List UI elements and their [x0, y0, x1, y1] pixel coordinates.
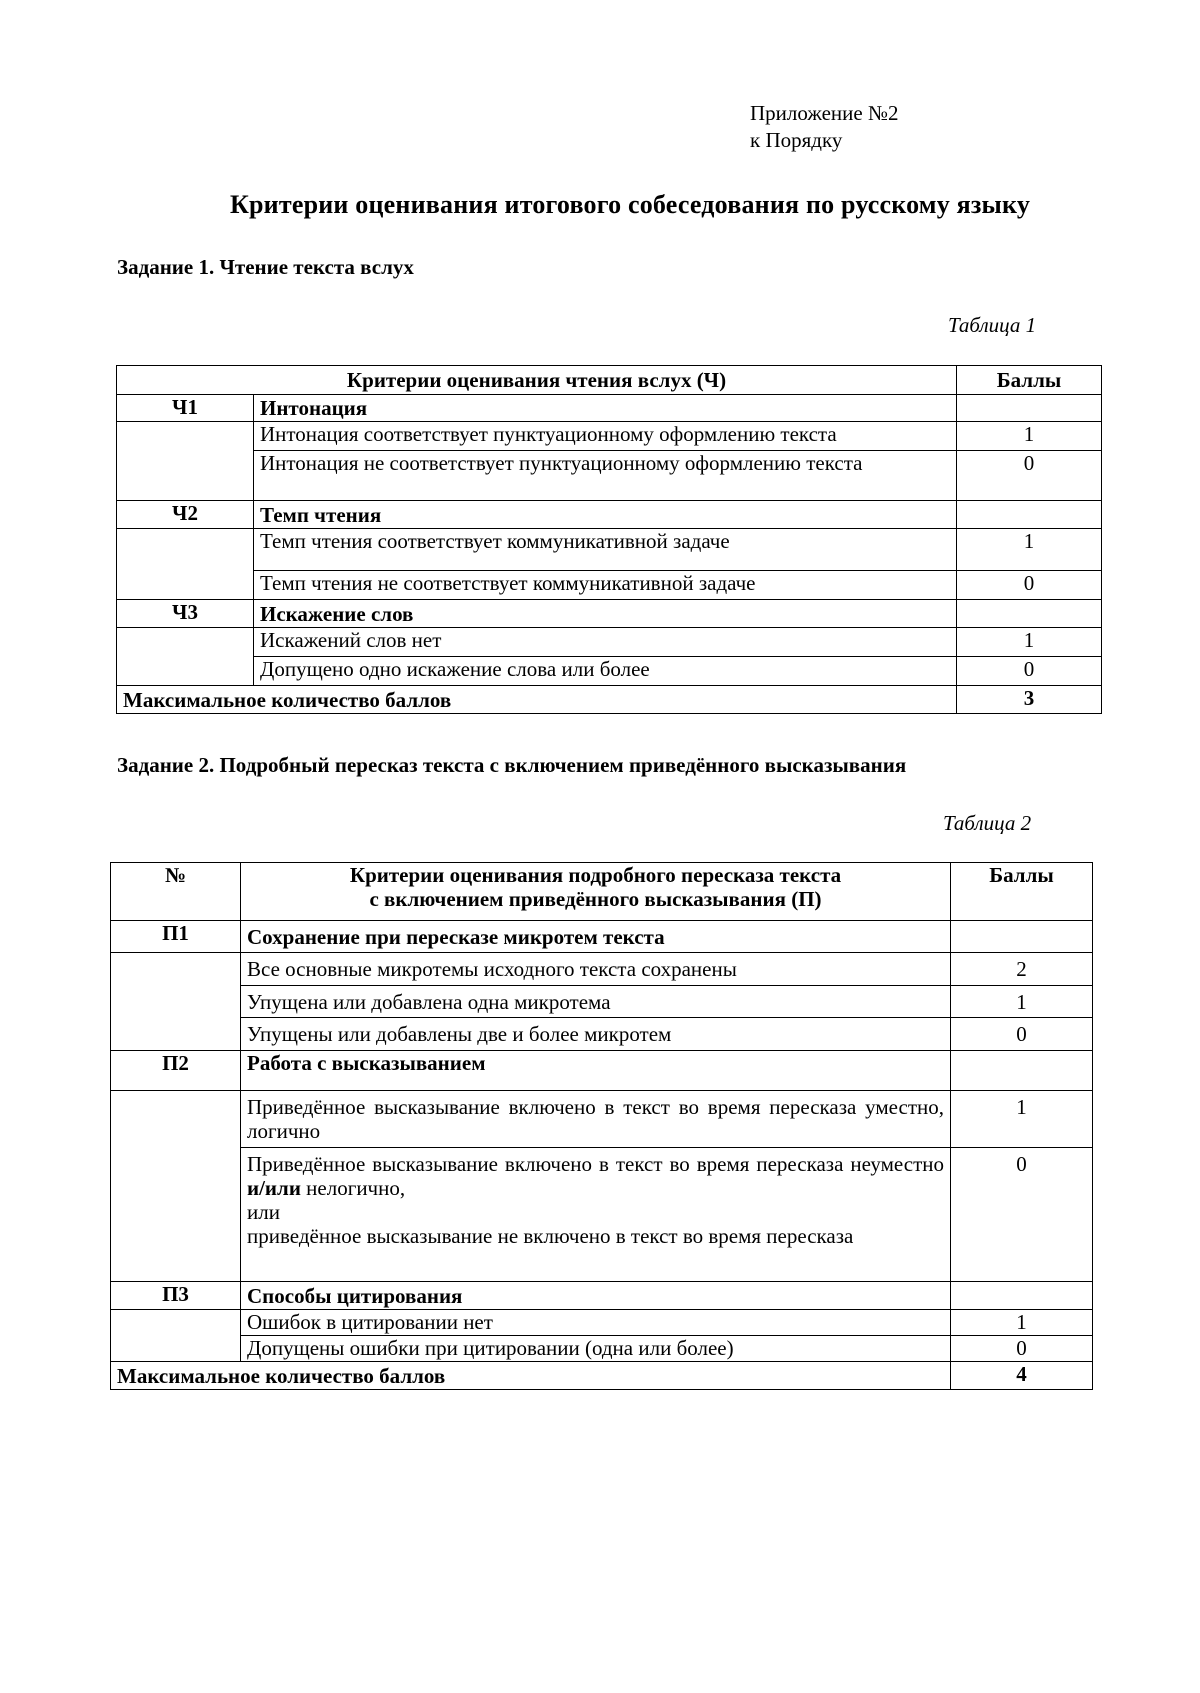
table2-header-number: №	[111, 863, 241, 921]
table1-caption: Таблица 1	[948, 313, 1037, 337]
criterion-text: Искажений слов нет	[254, 628, 957, 657]
max-score-label: Максимальное количество баллов	[117, 686, 957, 714]
table2-row	[111, 1018, 1093, 1051]
table2-row	[111, 986, 1093, 1018]
table2-row	[111, 1091, 1093, 1148]
criterion-score: 1	[957, 628, 1102, 657]
criterion-score: 2	[951, 953, 1093, 986]
empty-cell	[111, 1310, 241, 1362]
table2-row	[111, 1336, 1093, 1362]
criterion-text: Приведённое высказывание включено в текст во время пересказа уместно, логично	[241, 1091, 951, 1148]
table2-caption: Таблица 2	[943, 811, 1032, 835]
table2-header-criteria	[241, 863, 951, 921]
appendix-reference	[750, 100, 899, 154]
criterion-title: Темп чтения	[254, 501, 957, 529]
criterion-code: Ч1	[117, 395, 254, 422]
criterion-text: Интонация не соответствует пунктуационному оформлению текста	[254, 451, 957, 501]
max-score-value: 4	[951, 1362, 1093, 1390]
criterion-text: Упущены или добавлены две и более микротем	[241, 1018, 951, 1051]
table1-row	[117, 657, 1102, 686]
criterion-title: Способы цитирования	[241, 1282, 951, 1310]
table2-row	[111, 953, 1093, 986]
table2-group-row	[111, 1051, 1093, 1091]
max-score-label: Максимальное количество баллов	[111, 1362, 951, 1390]
criterion-title: Интонация	[254, 395, 957, 422]
text-after-bold: нелогично,	[300, 1176, 406, 1200]
criterion-code: Ч2	[117, 501, 254, 529]
table2-group-row	[111, 921, 1093, 953]
table2	[110, 862, 1093, 1390]
text-bold: и/или	[247, 1176, 301, 1200]
document-title: Критерии оценивания итогового собеседования по русскому языку	[229, 190, 1031, 219]
criterion-text-part1	[247, 1152, 944, 1200]
criterion-text: Темп чтения не соответствует коммуникативной задаче	[254, 571, 957, 600]
table1-group-row	[117, 600, 1102, 628]
criterion-code: П2	[111, 1051, 241, 1091]
table1-row	[117, 529, 1102, 571]
empty-cell	[951, 921, 1093, 953]
criterion-score: 0	[957, 657, 1102, 686]
criterion-code: П3	[111, 1282, 241, 1310]
criterion-score: 0	[957, 571, 1102, 600]
table2-group-row	[111, 1282, 1093, 1310]
table1	[116, 365, 1102, 714]
empty-cell	[117, 529, 254, 600]
table1-header-row	[117, 366, 1102, 395]
criterion-code: П1	[111, 921, 241, 953]
criterion-score: 1	[957, 422, 1102, 451]
table1-row	[117, 422, 1102, 451]
table2-row	[111, 1310, 1093, 1336]
table1-header-score: Баллы	[957, 366, 1102, 395]
criterion-text: Допущено одно искажение слова или более	[254, 657, 957, 686]
header-criteria-line1: Критерии оценивания подробного пересказа текста	[349, 863, 842, 887]
table1-max-row	[117, 686, 1102, 714]
criterion-text: Упущена или добавлена одна микротема	[241, 986, 951, 1018]
criterion-score: 0	[957, 451, 1102, 501]
appendix-number: Приложение №2	[750, 101, 899, 125]
appendix-order: к Порядку	[750, 128, 843, 152]
criterion-title: Работа с высказыванием	[241, 1051, 951, 1091]
empty-cell	[117, 628, 254, 686]
table2-row	[111, 1148, 1093, 1282]
table1-header-criteria: Критерии оценивания чтения вслух (Ч)	[117, 366, 957, 395]
criterion-text-composite	[241, 1148, 951, 1282]
empty-cell	[111, 1091, 241, 1282]
table1-row	[117, 451, 1102, 501]
empty-cell	[117, 422, 254, 501]
empty-cell	[951, 1282, 1093, 1310]
header-criteria-line2: с включением приведённого высказывания (П)	[369, 887, 822, 911]
empty-cell	[957, 395, 1102, 422]
text-before-bold: Приведённое высказывание включено в текст во время пересказа неуместно	[247, 1152, 944, 1176]
empty-cell	[111, 953, 241, 1051]
criterion-text: Допущены ошибки при цитировании (одна или более)	[241, 1336, 951, 1362]
criterion-code: Ч3	[117, 600, 254, 628]
criterion-title: Искажение слов	[254, 600, 957, 628]
table2-header-score: Баллы	[951, 863, 1093, 921]
criterion-score: 1	[951, 986, 1093, 1018]
table2-max-row	[111, 1362, 1093, 1390]
criterion-score: 0	[951, 1336, 1093, 1362]
table2-header-row	[111, 863, 1093, 921]
criterion-text: Ошибок в цитировании нет	[241, 1310, 951, 1336]
criterion-text-or: или	[247, 1200, 280, 1224]
table1-row	[117, 571, 1102, 600]
criterion-score: 0	[951, 1018, 1093, 1051]
criterion-score: 1	[957, 529, 1102, 571]
criterion-score: 1	[951, 1310, 1093, 1336]
table1-row	[117, 628, 1102, 657]
max-score-value: 3	[957, 686, 1102, 714]
task1-heading: Задание 1. Чтение текста вслух	[117, 255, 414, 279]
criterion-score: 0	[951, 1148, 1093, 1282]
criterion-title: Сохранение при пересказе микротем текста	[241, 921, 951, 953]
criterion-score: 1	[951, 1091, 1093, 1148]
criterion-text: Все основные микротемы исходного текста сохранены	[241, 953, 951, 986]
task2-heading: Задание 2. Подробный пересказ текста с включением приведённого высказывания	[117, 753, 907, 777]
empty-cell	[957, 501, 1102, 529]
criterion-text: Интонация соответствует пунктуационному оформлению текста	[254, 422, 957, 451]
empty-cell	[957, 600, 1102, 628]
criterion-text-last: приведённое высказывание не включено в текст во время пересказа	[247, 1224, 854, 1248]
empty-cell	[951, 1051, 1093, 1091]
table1-group-row	[117, 395, 1102, 422]
table1-group-row	[117, 501, 1102, 529]
criterion-text: Темп чтения соответствует коммуникативной задаче	[254, 529, 957, 571]
